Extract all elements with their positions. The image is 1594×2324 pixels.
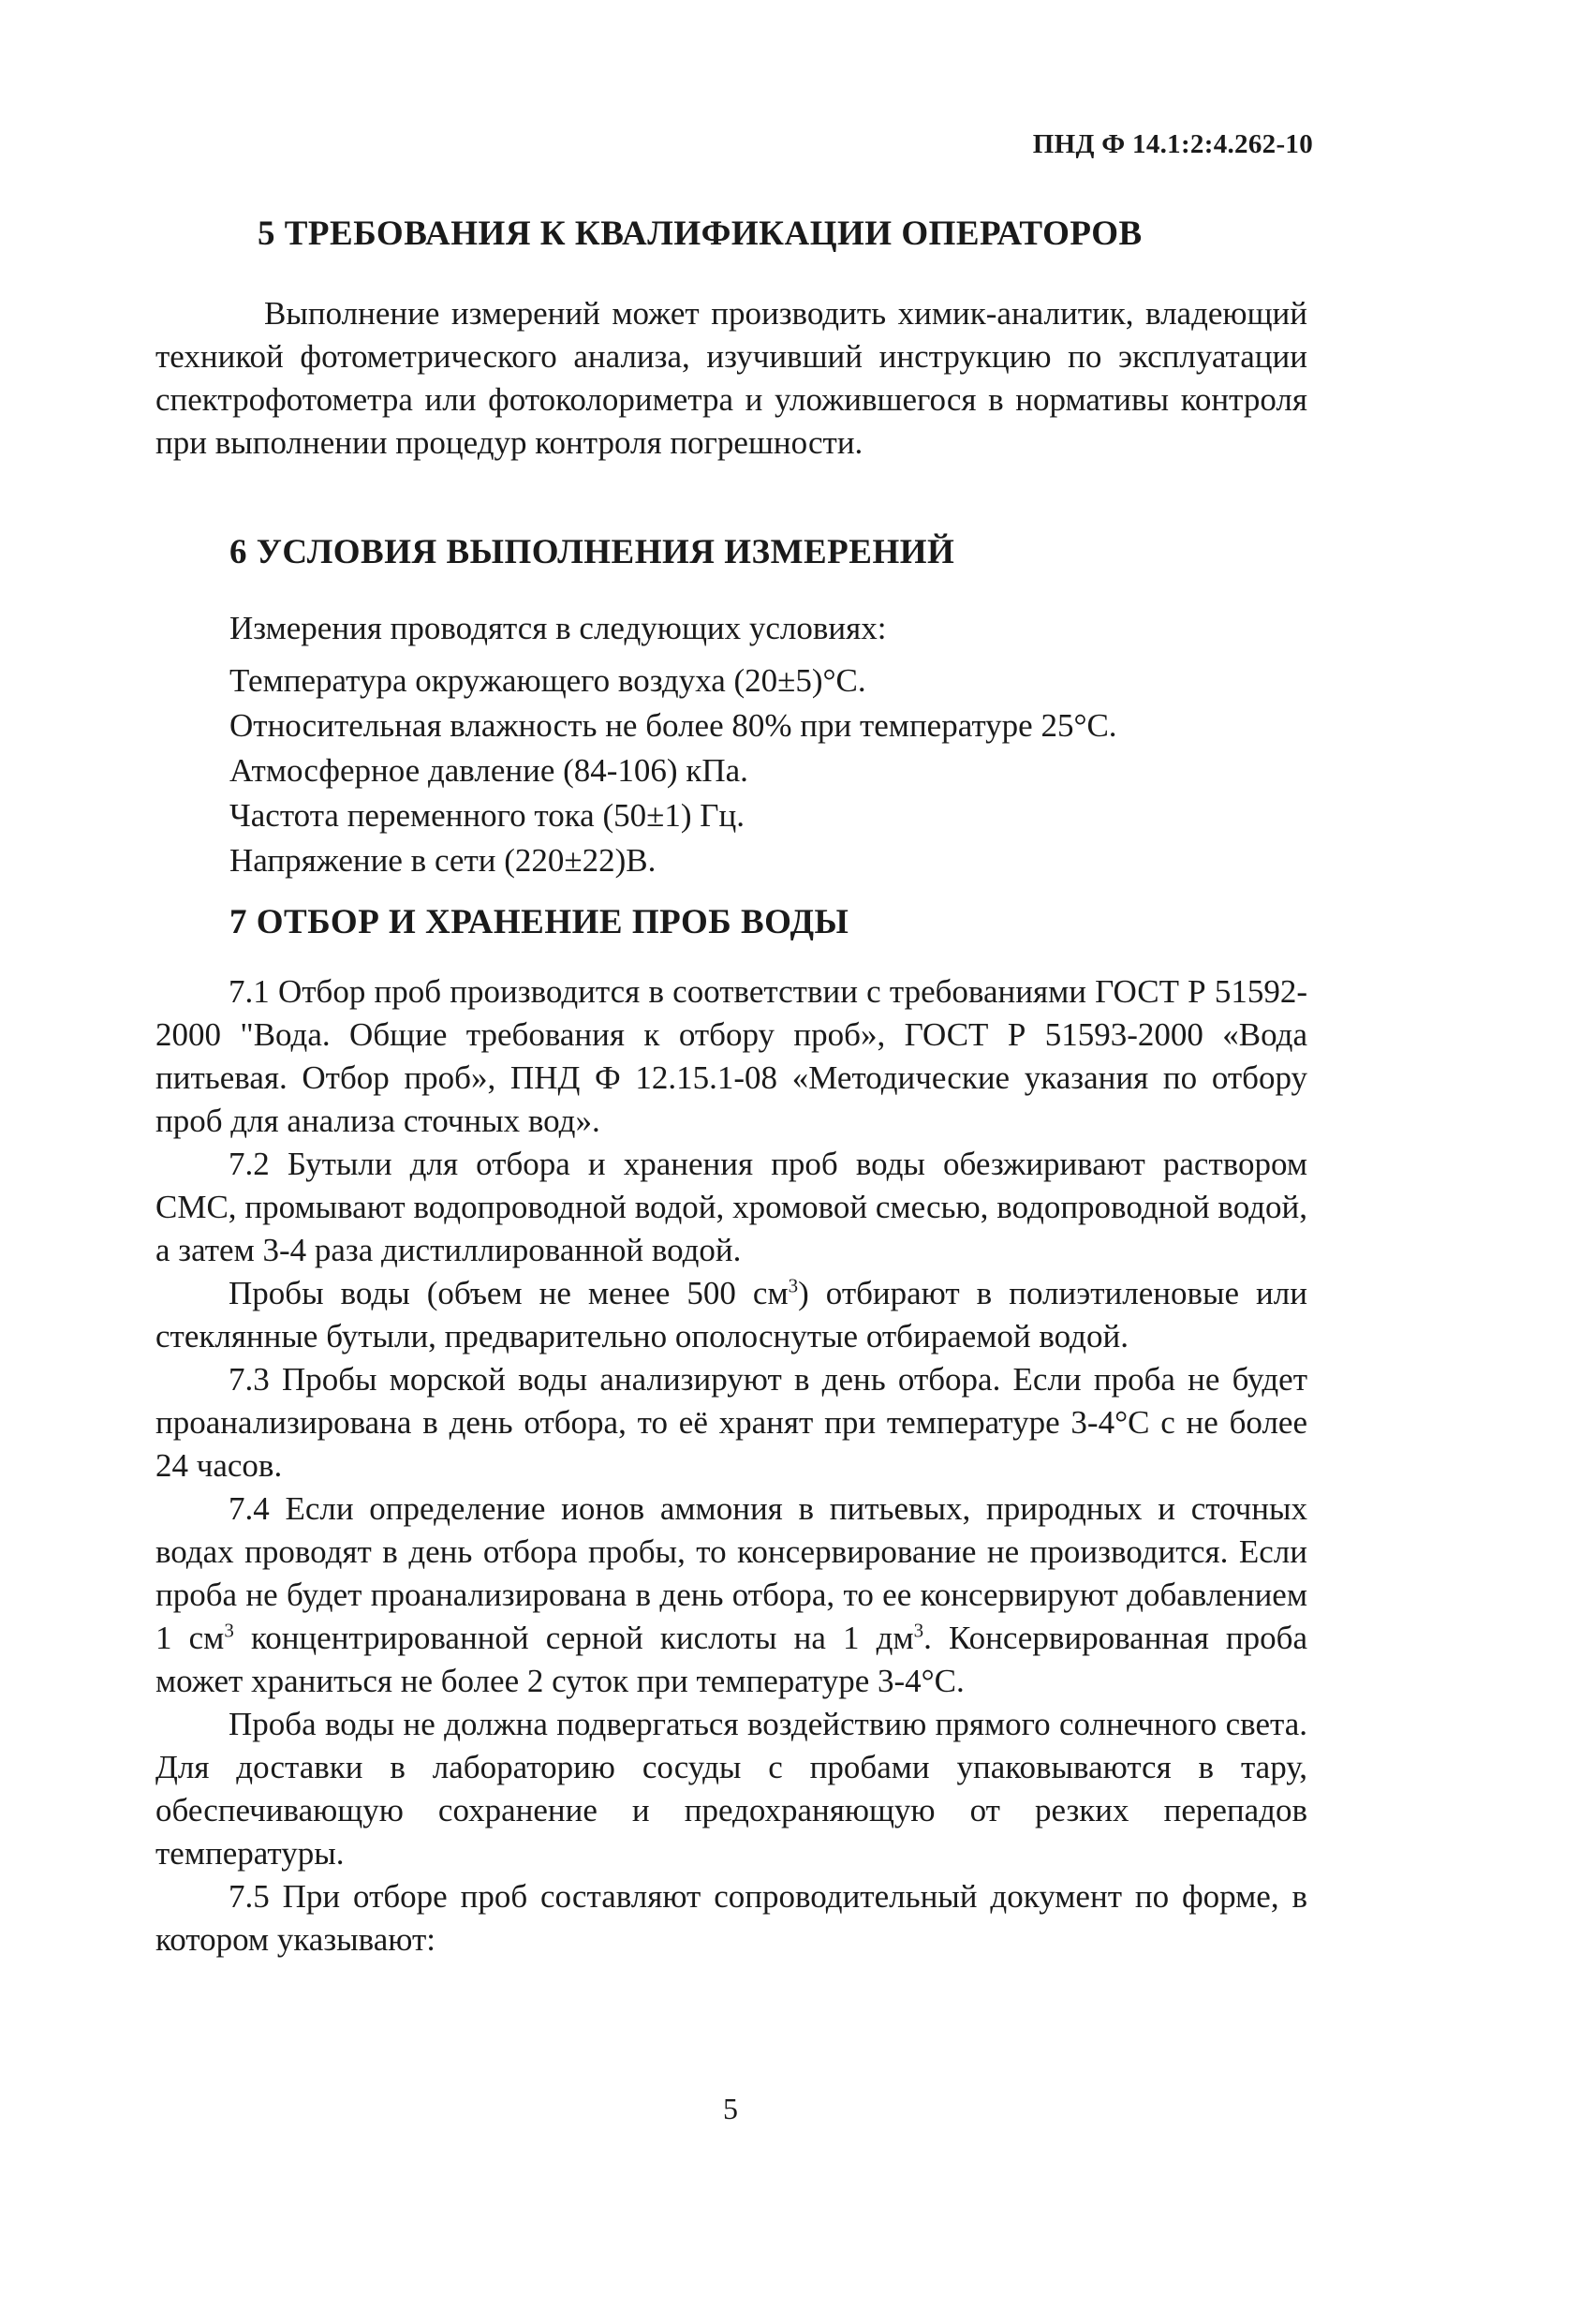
sample-volume-text: Пробы воды (объем не менее 500 см [229,1275,789,1311]
page-number: 5 [723,2092,738,2125]
condition-pressure: Атмосферное давление (84-106) кПа. [229,752,748,789]
document-code: ПНД Ф 14.1:2:4.262-10 [1032,129,1313,159]
preservation-text-end: . Консервированная проба может храниться не более 2 суток при температуре 3-4°С. [155,1620,1308,1699]
paragraph-sunlight: Проба воды не должна подвергаться воздействию прямого солнечного света. Для доставки в лабораторию сосуды с пробами упаковываются в тару, обеспечивающую сохранение и предохраняющую от резких перепадов температуры. [155,1706,1307,1872]
paragraph-7-4 [155,1488,1307,1703]
paragraph-sample-volume [155,1272,1307,1358]
condition-frequency: Частота переменного тока (50±1) Гц. [229,797,745,834]
paragraph-7-3: 7.3 Пробы морской воды анализируют в день отбора. Если проба не будет проанализирована в день отбора, то её хранят при температуре 3-4°С с не более 24 часов. [155,1361,1307,1484]
section-5-heading: 5 ТРЕБОВАНИЯ К КВАЛИФИКАЦИИ ОПЕРАТОРОВ [258,215,1143,253]
section-6-intro: Измерения проводятся в следующих условиях: [229,610,887,646]
preservation-text-cont: концентрированной серной кислоты на 1 дм [233,1620,914,1656]
paragraph-7-5: 7.5 При отборе проб составляют сопроводительный документ по форме, в котором указывают: [155,1878,1307,1958]
superscript: 3 [913,1619,924,1642]
section-6-heading: 6 УСЛОВИЯ ВЫПОЛНЕНИЯ ИЗМЕРЕНИЙ [229,533,955,571]
condition-temperature: Температура окружающего воздуха (20±5)°С. [229,662,866,699]
section-5-paragraph: Выполнение измерений может производить химик-аналитик, владеющий техникой фотометрического анализа, изучивший инструкцию по эксплуатации спектрофотометра или фотоколориметра и уложившегося в нормативы контроля при выполнении процедур контроля погрешности. [155,295,1307,461]
preservation-text: 7.4 Если определение ионов аммония в питьевых, природных и сточных водах проводят в день отбора пробы, то консервирование не производится. Если проба не будет проанализирована в день отбора, то ее консервируют добавлением 1 см [155,1490,1307,1656]
section-7-heading: 7 ОТБОР И ХРАНЕНИЕ ПРОБ ВОДЫ [229,903,849,941]
condition-voltage: Напряжение в сети (220±22)В. [229,842,657,879]
condition-humidity: Относительная влажность не более 80% при температуре 25°С. [229,707,1117,744]
conditions-list [229,659,1117,883]
section-7-body [155,970,1307,1961]
section-5-body [155,292,1307,465]
superscript: 3 [224,1619,234,1642]
superscript: 3 [788,1274,799,1297]
sample-volume-text-cont: ) отбирают в полиэтиленовые или стеклянные бутыли, предварительно ополоснутые отбираемой водой. [155,1275,1307,1354]
paragraph-7-2: 7.2 Бутыли для отбора и хранения проб воды обезжиривают раствором СМС, промывают водопроводной водой, хромовой смесью, водопроводной водой, а затем 3-4 раза дистиллированной водой. [155,1146,1307,1268]
paragraph-7-1: 7.1 Отбор проб производится в соответствии с требованиями ГОСТ Р 51592-2000 "Вода. Общие требования к отбору проб», ГОСТ Р 51593-2000 «Вода питьевая. Отбор проб», ПНД Ф 12.15.1-08 «Методические указания по отбору проб для анализа сточных вод». [155,973,1307,1139]
